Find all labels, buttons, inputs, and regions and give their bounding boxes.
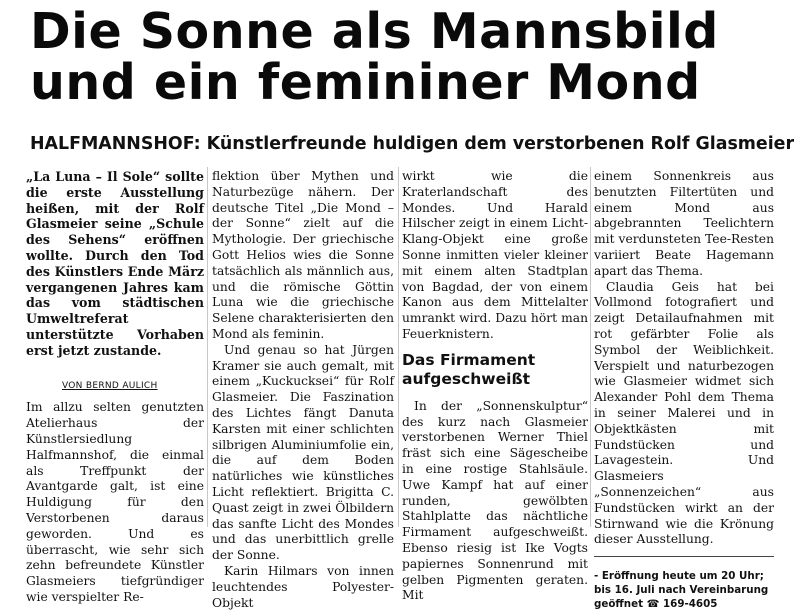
column-2-paragraph-1: flektion über Mythen und Naturbezüge nähern. Der deutsche Titel „Die Mond – der Sonne“ zielt auf die Mythologie. Der griechische Gott Helios wies die Sonne tatsächlich als männlich aus, und die römische Göttin Luna wie die griechische Selene charakterisierten den Mond als feminin. bbox=[212, 169, 394, 341]
headline bbox=[30, 3, 800, 111]
info-divider bbox=[594, 556, 774, 557]
column-2 bbox=[212, 169, 394, 611]
column-rule-1 bbox=[207, 167, 208, 527]
column-1 bbox=[26, 169, 204, 606]
byline: VON BERND AULICH bbox=[62, 380, 158, 391]
headline-line-1: Die Sonne als Mannsbild bbox=[30, 3, 719, 60]
column-1-paragraph: Im allzu selten genutzten Atelierhaus der Künstlersiedlung Halfmannshof, die einmal als Treffpunkt der Avantgarde galt, ist eine Huldigung für den Verstorbenen daraus geworden. Und es überrascht, wie sehr sich zehn befreundete Künstler Glasmeiers tiefgründiger wie verspielter Re- bbox=[26, 400, 204, 604]
subheadline: HALFMANNSHOF: Künstlerfreunde huldigen dem verstorbenen Rolf Glasmeier bbox=[30, 134, 795, 154]
crosshead bbox=[402, 351, 588, 389]
column-2-paragraph-3: Karin Hilmars von innen leuchtendes Polyester-Objekt bbox=[212, 563, 394, 610]
column-3-paragraph-2: In der „Sonnenskulptur“ des kurz nach Glasmeier verstorbenen Werner Thiel fräst sich eine Sägescheibe in eine rostige Stahlsäule. Uwe Kampf hat auf einer runden, gewölbten Stahlplatte das nächtliche Firmament aufgeschweißt. Ebenso riesig ist Ike Vogts papiernes Sonnenrund mit gelben Pigmenten geraten. Mit bbox=[402, 398, 588, 603]
crosshead-line-1: Das Firmament bbox=[402, 350, 536, 369]
exhibition-info: - Eröffnung heute um 20 Uhr; bis 16. Juli nach Vereinbarung geöffnet ☎ 169-4605 bbox=[594, 570, 769, 611]
headline-line-2: und ein femininer Mond bbox=[30, 54, 701, 111]
lead-paragraph: „La Luna – Il Sole“ sollte die erste Ausstellung heißen, mit der Rolf Glasmeier seine „Schule des Sehens“ eröffnen wollte. Durch den Tod des Künstlers Ende März vergangenen Jahres kam das vom städtischen Umweltreferat unterstützte Vorhaben erst jetzt zustande. bbox=[26, 169, 204, 358]
crosshead-line-2: aufgeschweißt bbox=[402, 369, 530, 388]
column-4 bbox=[594, 169, 774, 611]
column-4-paragraph-1: einem Sonnenkreis aus benutzten Filtertüten und einem Mond aus abgebrannten Teelichtern mit verdunsteten Tee-Resten variiert Beate Hagemann apart das Thema. bbox=[594, 169, 774, 278]
column-rule-3 bbox=[590, 167, 591, 527]
column-4-paragraph-2: Claudia Geis hat bei Vollmond fotografiert und zeigt Detailaufnahmen mit rot gefärbter Folie als Symbol der Weiblichkeit. Verspielt und naturbezogen wie Glasmeier widmet sich Alexander Pohl dem Thema in seiner Malerei und in Objektkästen mit Fundstücken und Lavagestein. Und Glasmeiers „Sonnenzeichen“ aus Fundstücken wirkt an der Stirnwand wie die Krönung dieser Ausstellung. bbox=[594, 279, 774, 547]
column-3-paragraph-1: wirkt wie die Kraterlandschaft des Mondes. Und Harald Hilscher zeigt in einem Licht-Klang-Objekt eine große Sonne inmitten vieler kleiner mit einem alten Stadtplan von Bagdad, der von einem Kanon aus dem Mittelalter umrankt wird. Dazu hört man Feuerknistern. bbox=[402, 169, 588, 341]
column-3 bbox=[402, 169, 588, 604]
column-rule-2 bbox=[398, 167, 399, 527]
column-2-paragraph-2: Und genau so hat Jürgen Kramer sie auch gemalt, mit einem „Kuckucksei“ für Rolf Glasmeier. Die Faszination des Lichtes fängt Danuta Karsten mit einer schlichten silbrigen Aluminiumfolie ein, die auf dem Boden natürliches wie künstliches Licht reflektiert. Brigitta C. Quast zeigt in zwei Ölbildern das sanfte Licht des Mondes und das unerbittlich grelle der Sonne. bbox=[212, 342, 394, 563]
